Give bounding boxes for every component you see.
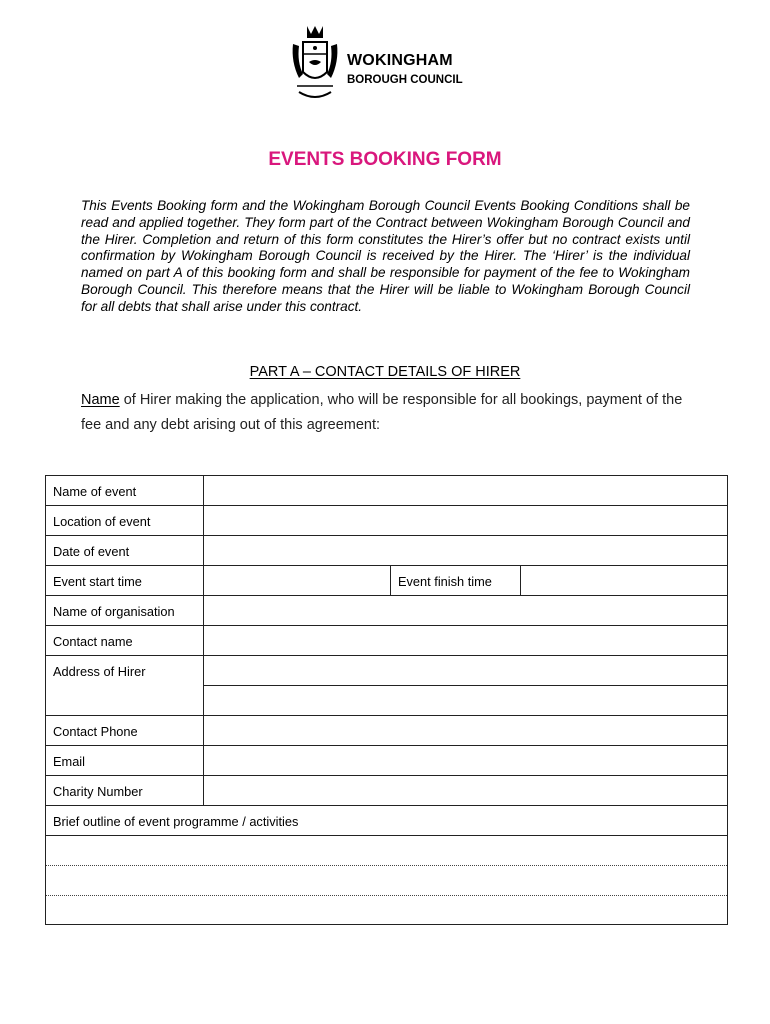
page-title: EVENTS BOOKING FORM bbox=[268, 149, 502, 170]
address-line-1-input[interactable] bbox=[204, 656, 727, 686]
contact-name-input[interactable] bbox=[204, 626, 727, 655]
council-crest-icon bbox=[287, 22, 343, 102]
council-logo bbox=[287, 22, 463, 102]
event-finish-time-label: Event finish time bbox=[391, 566, 521, 595]
address-line-2-input[interactable] bbox=[204, 686, 727, 715]
contact-phone-label: Contact Phone bbox=[46, 716, 204, 745]
brief-outline-label: Brief outline of event programme / activities bbox=[53, 814, 299, 829]
email-label: Email bbox=[46, 746, 204, 775]
event-start-time-label: Event start time bbox=[46, 566, 204, 595]
part-a-heading: PART A – CONTACT DETAILS OF HIRER bbox=[249, 364, 521, 380]
charity-number-input[interactable] bbox=[204, 776, 727, 805]
address-of-hirer-label: Address of Hirer bbox=[46, 656, 204, 715]
table-row bbox=[46, 536, 727, 566]
org-subname: BOROUGH COUNCIL bbox=[347, 74, 463, 86]
name-instruction-text: of Hirer making the application, who will be responsible for all bookings, payment of the fee and any debt arising out of this agreement: bbox=[81, 392, 683, 433]
location-of-event-input[interactable] bbox=[204, 506, 727, 535]
table-row bbox=[46, 506, 727, 536]
name-of-event-input[interactable] bbox=[204, 476, 727, 505]
event-start-time-input[interactable] bbox=[204, 566, 391, 595]
name-instruction bbox=[81, 388, 693, 438]
name-of-organisation-input[interactable] bbox=[204, 596, 727, 625]
intro-paragraph: This Events Booking form and the Wokingham Borough Council Events Booking Conditions shall be read and applied together. They form part of the Contract between Wokingham Borough Council and the Hirer. Completion and return of this form constitutes the Hirer’s offer but no contract exists until confirmation by Wokingham Borough Council is received by the Hirer. The ‘Hirer’ is the individual named on part A of this booking form and shall be responsible for payment of the fee to Wokingham Borough Council. This therefore means that the Hirer will be liable to Wokingham Borough Council for all debts that shall arise under this contract. bbox=[81, 198, 690, 314]
table-row bbox=[46, 656, 727, 716]
email-input[interactable] bbox=[204, 746, 727, 775]
table-row bbox=[46, 746, 727, 776]
brief-outline-line-3[interactable] bbox=[46, 896, 727, 924]
table-row bbox=[46, 566, 727, 596]
name-word: Name bbox=[81, 392, 120, 408]
table-row bbox=[46, 776, 727, 806]
charity-number-label: Charity Number bbox=[46, 776, 204, 805]
name-of-event-label: Name of event bbox=[46, 476, 204, 505]
location-of-event-label: Location of event bbox=[46, 506, 204, 535]
contact-phone-input[interactable] bbox=[204, 716, 727, 745]
table-row bbox=[46, 596, 727, 626]
brief-outline-line-2[interactable] bbox=[46, 866, 727, 896]
table-row bbox=[46, 716, 727, 746]
booking-form-table bbox=[45, 475, 728, 925]
table-row bbox=[46, 476, 727, 506]
brief-outline-line-1[interactable] bbox=[46, 836, 727, 866]
event-finish-time-input[interactable] bbox=[521, 566, 727, 595]
name-of-organisation-label: Name of organisation bbox=[46, 596, 204, 625]
table-row bbox=[46, 806, 727, 836]
table-row bbox=[46, 626, 727, 656]
date-of-event-input[interactable] bbox=[204, 536, 727, 565]
org-name: WOKINGHAM bbox=[347, 52, 453, 69]
date-of-event-label: Date of event bbox=[46, 536, 204, 565]
contact-name-label: Contact name bbox=[46, 626, 204, 655]
